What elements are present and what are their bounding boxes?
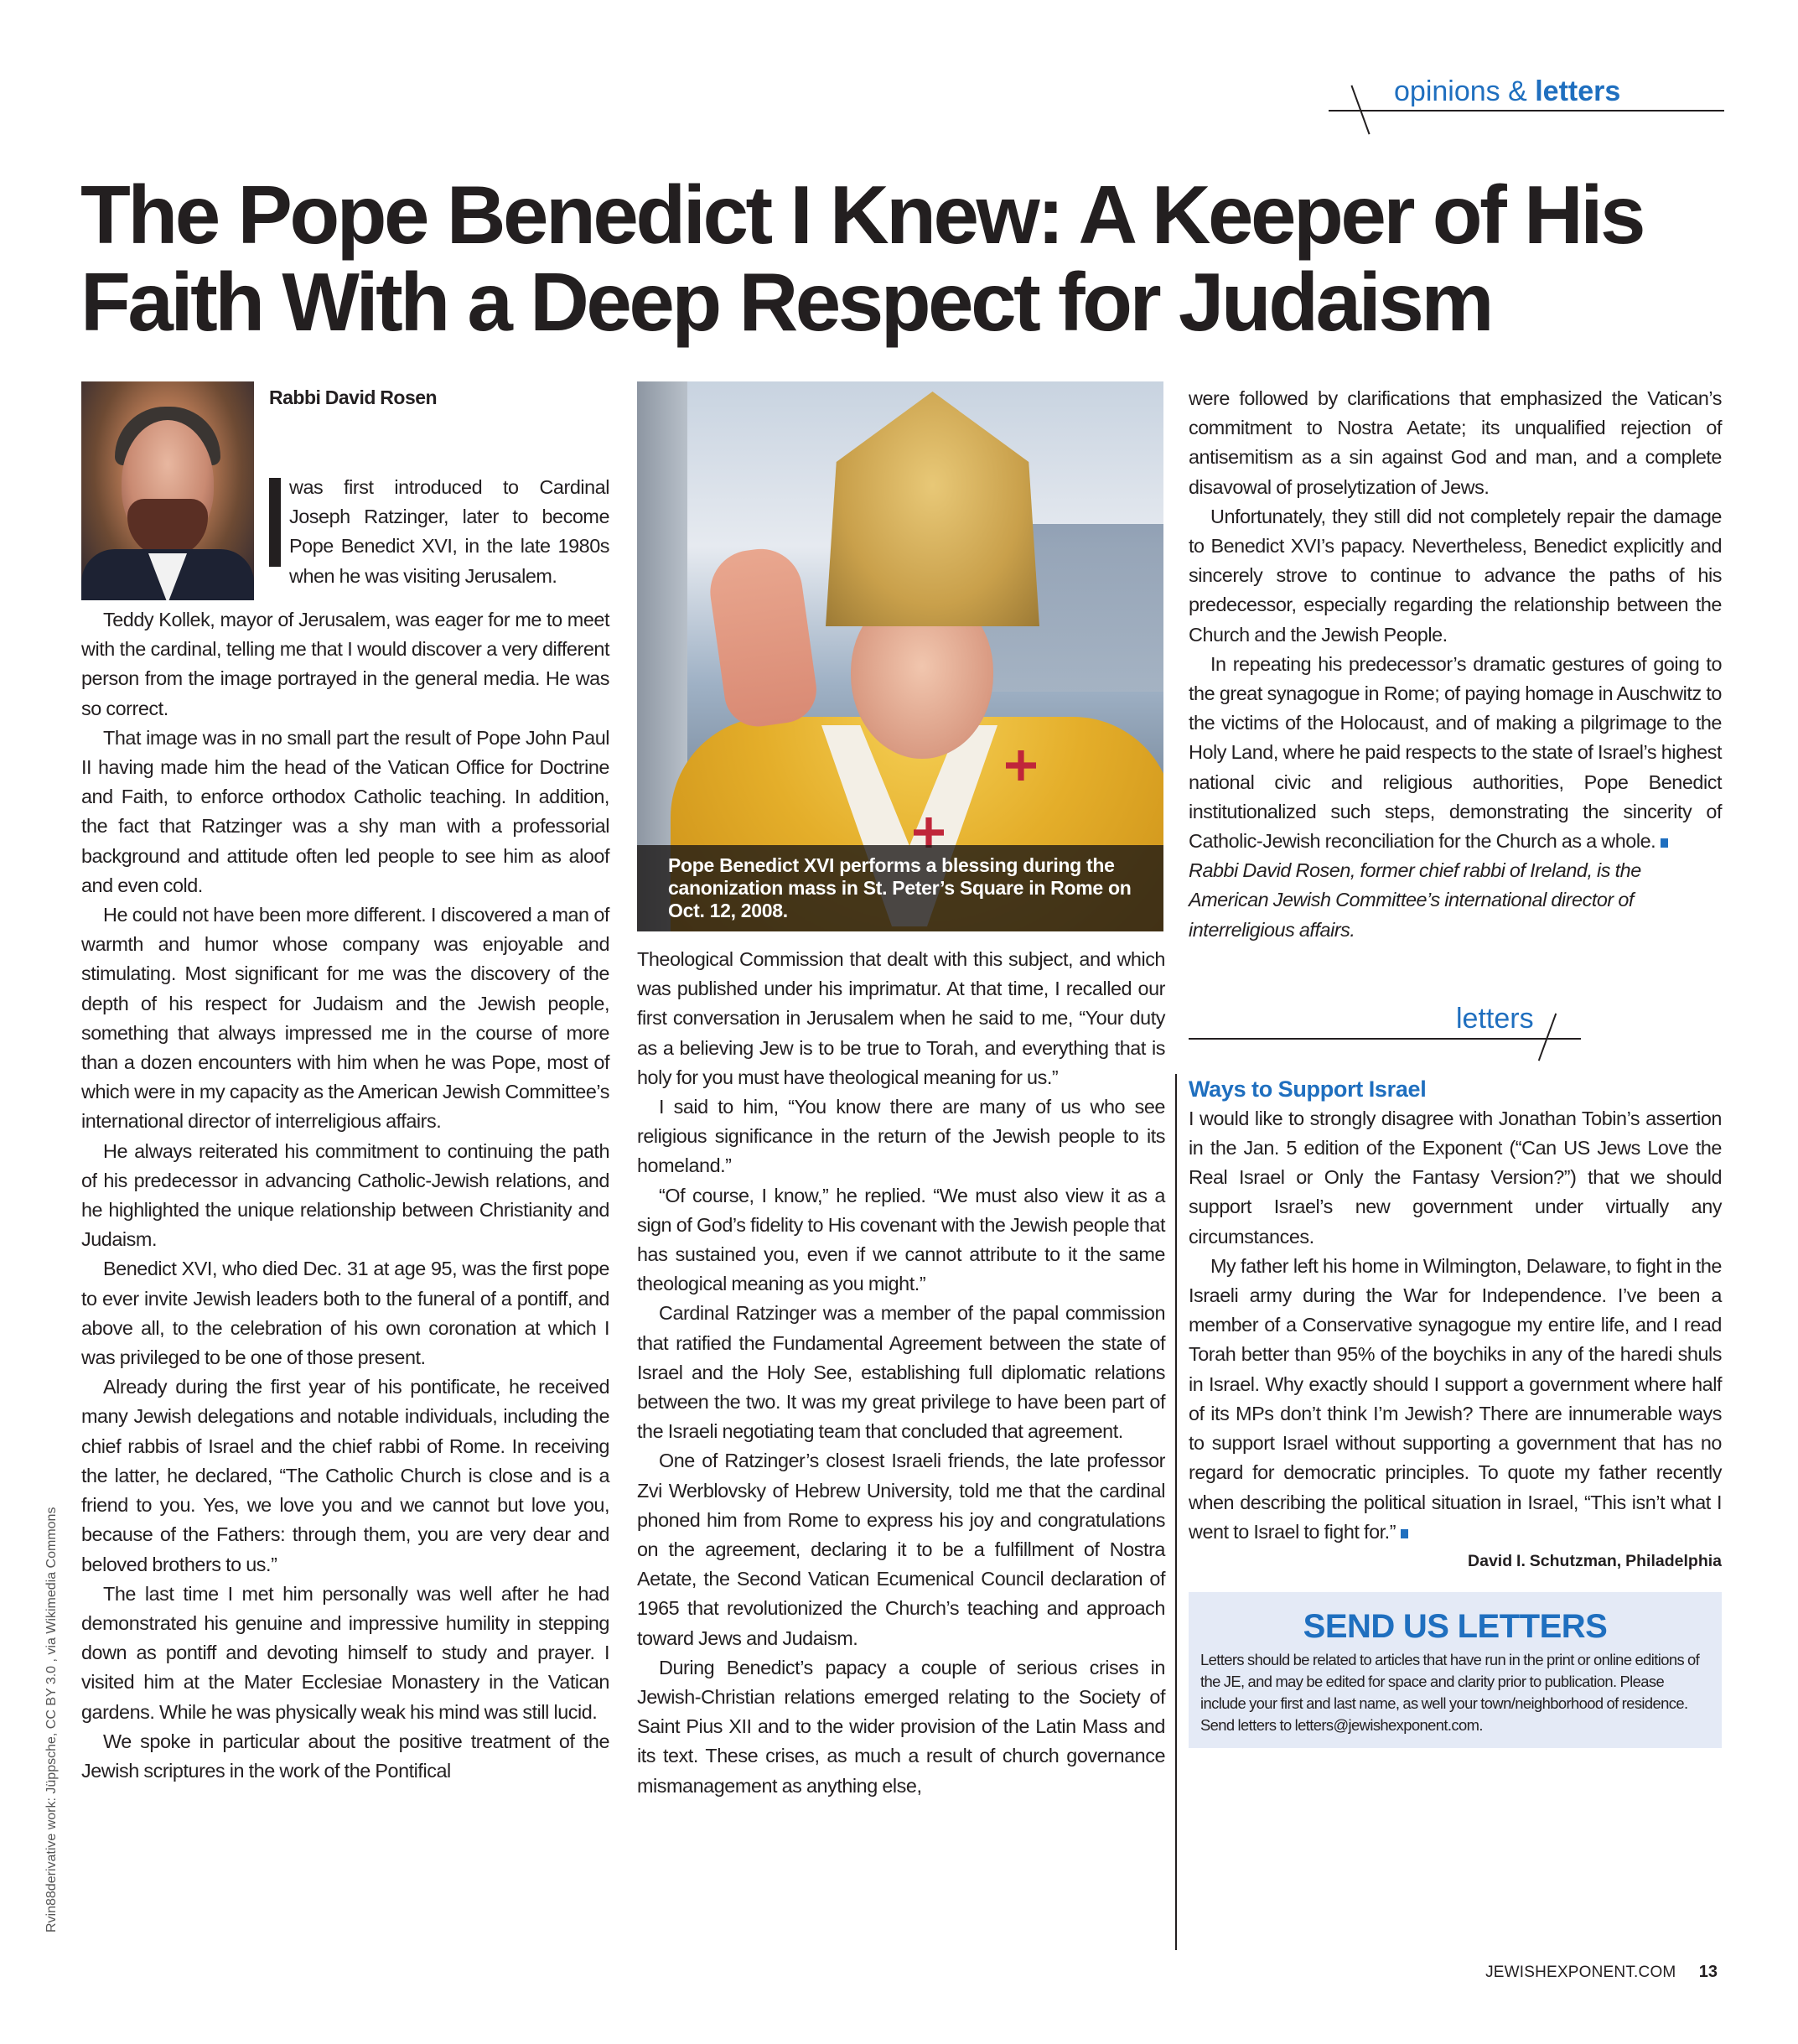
author-portrait-icon — [81, 381, 254, 600]
author-bio: Rabbi David Rosen, former chief rabbi of Ireland, is the American Jewish Committee’s international director of interreligious affairs. — [1189, 859, 1641, 941]
section-label — [1394, 75, 1620, 108]
paragraph: Already during the first year of his pontificate, he received many Jewish delegations and notable individuals, including the chief rabbis of Israel and the chief rabbi of Rome. In receiving the latter, he declared, “The Catholic Church is close and is a friend to you. Yes, we love you and we cannot but love you, because of the Fathers: through them, you are very dear and beloved brothers to us.” — [81, 1376, 609, 1575]
page-number: 13 — [1698, 1963, 1718, 1981]
section-bold: letters — [1535, 75, 1621, 107]
letters-rule — [1189, 1038, 1581, 1040]
article-column-1 — [81, 381, 609, 1786]
paragraph: One of Ratzinger’s closest Israeli friends, the late professor Zvi Werblovsky of Hebrew University, told me that the cardinal phoned him from Rome to express his joy and congratulations on the agreement, declaring it to be a fulfillment of Nostra Aetate, the Second Vatican Ecumenical Council declaration of 1965 that revolutionized the Church’s teaching and approach toward Jews and Judaism. — [637, 1450, 1165, 1649]
send-box-title: SEND US LETTERS — [1303, 1607, 1608, 1645]
page-footer — [1485, 1963, 1718, 1982]
mitre-shape — [826, 392, 1039, 626]
paragraph-text: My father left his home in Wilmington, Delaware, to fight in the Israeli army during the War for Independence. I’ve been a member of a Conservative synagogue my entire life, and I read Torah better than 95% of the boychiks in any of the haredi shuls in Israel. Why exactly should I support a government where half of its MPs don’t think I’m Jewish? There are innumerable ways to support Israel without supporting a government that has no regard for democratic principles. To quote my father recently when describing the political situation in Israel, “This isn’t what I went to Israel to fight for.” — [1189, 1254, 1722, 1543]
section-rule — [1329, 110, 1724, 112]
paragraph: Benedict XVI, who died Dec. 31 at age 95, was the first pope to ever invite Jewish leaders both to the funeral of a pontiff, and above all, to the celebration of his own coronation at which I was privileged to be one of those present. — [81, 1258, 609, 1369]
paragraph: “Of course, I know,” he replied. “We must also view it as a sign of God’s fidelity to His covenant with the Jewish people that has sustained you, even if we cannot attribute to it the same theological meaning as you might.” — [637, 1184, 1165, 1295]
end-mark-icon — [1661, 838, 1668, 848]
letter-title: Ways to Support Israel — [1189, 1076, 1427, 1102]
headline: The Pope Benedict I Knew: A Keeper of His Faith With a Deep Respect for Judaism — [80, 169, 1644, 348]
article-column-2 — [637, 381, 1165, 1801]
paragraph: We spoke in particular about the positive treatment of the Jewish scriptures in the work of the Pontifical — [81, 1730, 609, 1782]
paragraph: He always reiterated his commitment to continuing the path of his predecessor in advancing Catholic-Jewish relations, and he highlighted the unique relationship between Christianity and Judaism. — [81, 1139, 609, 1251]
letters-slash — [1538, 1013, 1557, 1061]
paragraph: were followed by clarifications that emphasized the Vatican’s commitment to Nostra Aetate; its unqualified rejection of antisemitism as a sin against God and man, and a complete disavowal of proselytization of Jews. — [1189, 387, 1722, 498]
paragraph-text: In repeating his predecessor’s dramatic gestures of going to the great synagogue in Rome; of paying homage in Auschwitz to the victims of the Holocaust, and of making a pilgrimage to the Holy Land, where he paid respects to the state of Israel’s highest national civic and religious authorities, Pope Benedict institutionalized such steps, demonstrating the sincerity of Catholic-Jewish reconciliation for the Church as a whole. — [1189, 652, 1722, 853]
waving-hand-shape — [705, 543, 821, 730]
send-box-text: Letters should be related to articles that have run in the print or online editions of the JE, and may be edited for space and clarity prior to publication. Please include your first and last name, as well your town/neighborhood of residence. Send letters to letters@jewishexponent.com. — [1200, 1650, 1700, 1734]
caption-bar — [637, 845, 1163, 931]
paragraph: Theological Commission that dealt with this subject, and which was published under his imprimatur. At that time, I recalled our first conversation in Jerusalem when he said to me, “Your duty as a believing Jew is to be true to Torah, and everything that is holy for you must have theological meaning for us.” — [637, 948, 1165, 1088]
article-column-3 — [1189, 384, 1722, 1748]
paragraph: I said to him, “You know there are many of us who see religious significance in the return of the Jewish people to its homeland.” — [637, 1096, 1165, 1177]
paragraph — [1189, 1252, 1722, 1547]
end-mark-icon — [1401, 1529, 1408, 1538]
paragraph: The last time I met him personally was well after he had demonstrated his genuine and impressive humility in stepping down as pontiff and devoting himself to study and prayer. I visited him at the Mater Ecclesiae Monastery in the Vatican gardens. While he was physically weak his mind was still lucid. — [81, 1582, 609, 1723]
column-1-body — [81, 605, 609, 1786]
pope-photo — [637, 381, 1163, 931]
photo-credit: Rvin88derivative work: Jüppsche, CC BY 3.0 , via Wikimedia Commons — [44, 1507, 59, 1932]
send-us-letters-box — [1189, 1592, 1722, 1748]
letter-signoff: David I. Schutzman, Philadelphia — [1468, 1551, 1722, 1570]
paragraph — [1189, 650, 1722, 856]
paragraph: During Benedict’s papacy a couple of serious crises in Jewish-Christian relations emerged relating to the Society of Saint Pius XII and to the wider provision of the Latin Mass and its text. These crises, as much a result of church governance mismanagement as anything else, — [637, 1656, 1165, 1797]
paragraph: He could not have been more different. I discovered a man of warmth and humor whose company was enjoyable and stimulating. Most significant for me was the discovery of the depth of his respect for Judaism and the Jewish people, something that always impressed me in the course of more than a dozen encounters with him when he was Pope, most of which were in my capacity as the American Jewish Committee’s international director of interreligious affairs. — [81, 904, 609, 1133]
photo-caption: Pope Benedict XVI performs a blessing during the canonization mass in St. Peter’s Square in Rome on Oct. 12, 2008. — [668, 854, 1132, 921]
letter-body — [1189, 1104, 1722, 1547]
paragraph: Unfortunately, they still did not completely repair the damage to Benedict XVI’s papacy. Nevertheless, Benedict explicitly and sincerely strove to continue to advance the paths of his predecessor, especially regarding the relationship between the Church and the Jewish People. — [1189, 505, 1722, 646]
column-divider — [1175, 1074, 1177, 1950]
paragraph: Cardinal Ratzinger was a member of the papal commission that ratified the Fundamental Agreement between the state of Israel and the Holy See, establishing full diplomatic relations between the two. It was my great privilege to have been part of the Israeli negotiating team that concluded that agreement. — [637, 1302, 1165, 1443]
paragraph: That image was in no small part the result of Pope John Paul II having made him the head of the Vatican Office for Doctrine and Faith, to enforce orthodox Catholic teaching. In addition, the fact that Ratzinger was a shy man with a professorial background and attitude often led people to see him as aloof and even cold. — [81, 726, 609, 896]
dropcap-i — [269, 478, 281, 567]
paragraph: I would like to strongly disagree with Jonathan Tobin’s assertion in the Jan. 5 edition of the Exponent (“Can US Jews Love the Real Israel or Only the Fantasy Version?”) that we should support Israel’s new government under virtually any circumstances. — [1189, 1107, 1722, 1248]
letters-header — [1189, 1002, 1583, 1061]
paragraph: Teddy Kollek, mayor of Jerusalem, was eager for me to meet with the cardinal, telling me that I would discover a very different person from the image portrayed in the general media. He was so correct. — [81, 609, 609, 719]
byline: Rabbi David Rosen — [269, 386, 438, 408]
section-header — [1329, 72, 1724, 122]
footer-site: JEWISHEXPONENT.COM — [1485, 1964, 1676, 1981]
letters-label: letters — [1456, 1002, 1534, 1035]
lead-text: was first introduced to Cardinal Joseph Ratzinger, later to become Pope Benedict XVI, in the late 1980s when he was visiting Jerusalem. — [289, 476, 609, 587]
section-prefix: opinions & — [1394, 75, 1527, 107]
